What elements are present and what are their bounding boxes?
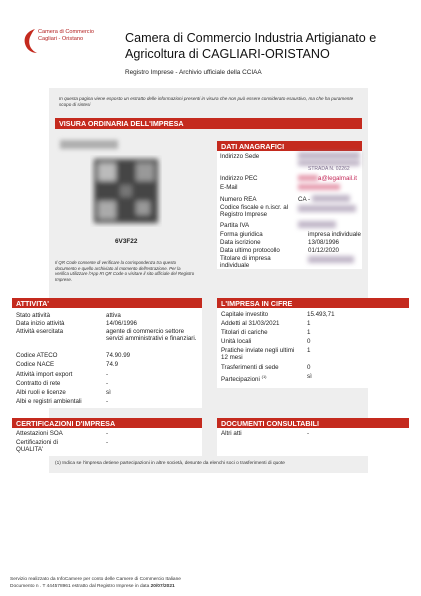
- data-inizio-value: 14/06/1996: [106, 320, 137, 327]
- codice-ateco-value: 74.90.99: [106, 352, 131, 359]
- label-data-inizio: Data inizio attività: [16, 320, 65, 327]
- label-capitale: Capitale investito: [221, 311, 269, 318]
- stato-attivita-value: attiva: [106, 312, 121, 319]
- attivita-title: ATTIVITA': [16, 299, 49, 308]
- label-albi-ambientali: Albi e registri ambientali: [16, 398, 82, 405]
- documenti-box: [217, 428, 409, 456]
- qr-code-id: 6V3F22: [115, 238, 138, 245]
- intro-note: In questa pagina viene esposto un estratto delle informazioni presenti in visura che non può essere considerato esaustivo, ma che ha puramente scopo di sintesi: [59, 96, 354, 107]
- forma-giuridica-value: impresa individuale: [308, 231, 361, 238]
- label-altri-atti: Altri atti: [221, 430, 242, 437]
- company-name-redacted: [60, 140, 118, 149]
- label-albi-ruoli: Albi ruoli e licenze: [16, 389, 66, 396]
- label-trasferimenti: Trasferimenti di sede: [221, 364, 279, 371]
- page-title: Camera di Commercio Industria Artigianato e Agricoltura di CAGLIARI-ORISTANO: [125, 31, 377, 61]
- qualita-value: -: [106, 439, 109, 446]
- albi-ruoli-value: sì: [106, 389, 111, 396]
- qr-note: Il QR Code consente di verificare la corrispondenza tra questo documento e quello archiviato al momento dell'estrazione. Per la verifica utilizzare l'App RI QR Code o visitare il sito ufficiale del Registro Imprese.: [55, 260, 195, 282]
- label-forma-giuridica: Forma giuridica: [220, 231, 263, 238]
- label-codice-ateco: Codice ATECO: [16, 352, 58, 359]
- label-data-iscrizione: Data iscrizione: [220, 239, 261, 246]
- partita-iva-redacted: [298, 221, 336, 228]
- titolari-cariche-value: 1: [307, 329, 311, 336]
- unita-locali-value: 0: [307, 338, 311, 345]
- albi-ambientali-value: -: [106, 398, 109, 405]
- sede-partial: STRADA N. 02262: [308, 166, 350, 172]
- footer-extraction-date: 20/07/2021: [150, 584, 175, 589]
- cifre-title: L'IMPRESA IN CIFRE: [221, 299, 293, 308]
- addetti-value: 1: [307, 320, 311, 327]
- main-section-title: VISURA ORDINARIA DELL'IMPRESA: [59, 119, 184, 128]
- partecipazioni-label-text: Partecipazioni: [221, 376, 260, 384]
- rea-redacted: [312, 195, 350, 202]
- page-subtitle: Registro Imprese - Archivio ufficiale della CCIAA: [125, 69, 262, 76]
- label-indirizzo-sede: Indirizzo Sede: [220, 153, 260, 160]
- label-import-export: Attività import export: [16, 371, 73, 378]
- altri-atti-value: -: [307, 430, 310, 437]
- qr-code-image: [90, 155, 162, 227]
- label-email: E-Mail: [220, 184, 238, 191]
- qr-code-icon: [90, 155, 162, 227]
- partecipazioni-footnote-ref: (1): [261, 374, 267, 379]
- logo-swoosh-icon: [21, 26, 39, 56]
- sede-redacted: [298, 152, 360, 159]
- contratto-rete-value: -: [106, 380, 109, 387]
- label-titolare: Titolare di impresa individuale: [220, 255, 271, 269]
- label-codice-nace: Codice NACE: [16, 361, 55, 368]
- label-ultimo-protocollo: Data ultimo protocollo: [220, 247, 280, 254]
- soa-value: -: [106, 430, 109, 437]
- label-titolari-cariche: Titolari di cariche: [221, 329, 268, 336]
- rea-value: CA -: [298, 196, 311, 203]
- logo-line-1: Camera di Commercio: [38, 29, 94, 35]
- email-redacted: [298, 184, 340, 190]
- import-export-value: -: [106, 371, 109, 378]
- label-attivita-esercitata: Attività esercitata: [16, 328, 64, 335]
- codice-nace-value: 74.9: [106, 361, 119, 368]
- logo-line-2: Cagliari - Oristano: [38, 35, 84, 42]
- label-pec: Indirizzo PEC: [220, 175, 258, 182]
- footer-line-2: [10, 584, 175, 589]
- anagrafici-title: DATI ANAGRAFICI: [221, 142, 285, 151]
- ultimo-protocollo-value: 01/12/2020: [308, 247, 339, 254]
- footer-doc-number: Documento n . T 444578961 estratto dal Registro Imprese in data: [10, 584, 150, 589]
- label-partecipazioni: [221, 373, 267, 383]
- pec-redacted: [298, 175, 318, 181]
- pratiche-value: 1: [307, 347, 311, 354]
- label-codice-fiscale: Codice fiscale e n.iscr. al Registro Imprese: [220, 204, 289, 218]
- pec-value: a@legalmail.it: [318, 175, 357, 182]
- attivita-esercitata-value: agente di commercio settore servizi amministrativi e finanziari.: [106, 328, 197, 342]
- label-pratiche: Pratiche inviate negli ultimi 12 mesi: [221, 347, 295, 361]
- codice-fiscale-redacted: [298, 205, 356, 212]
- chamber-logo: [21, 26, 99, 56]
- documenti-title: DOCUMENTI CONSULTABILI: [221, 419, 319, 428]
- partecipazioni-value: sì: [307, 373, 312, 380]
- label-qualita: Certificazioni di QUALITA': [16, 439, 58, 453]
- label-rea: Numero REA: [220, 196, 257, 203]
- label-soa: Attestazioni SOA: [16, 430, 63, 437]
- footnote: (1) Indica se l'impresa detiene partecipazioni in altre società, desunte da elenchi soci o trasferimenti di quote: [55, 461, 285, 466]
- data-iscrizione-value: 13/08/1996: [308, 239, 339, 246]
- trasferimenti-value: 0: [307, 364, 311, 371]
- label-stato-attivita: Stato attività: [16, 312, 51, 319]
- capitale-value: 15.493,71: [307, 311, 335, 318]
- label-unita-locali: Unità locali: [221, 338, 252, 345]
- label-contratto-rete: Contratto di rete: [16, 380, 61, 387]
- titolare-redacted: [308, 256, 354, 263]
- certificazioni-title: CERTIFICAZIONI D'IMPRESA: [16, 419, 116, 428]
- label-addetti: Addetti al 31/03/2021: [221, 320, 280, 327]
- label-partita-iva: Partita IVA: [220, 222, 250, 229]
- main-section-bar: [55, 118, 362, 129]
- footer-line-1: Servizio realizzato da InfoCamere per conto delle Camere di Commercio Italiane: [10, 577, 181, 582]
